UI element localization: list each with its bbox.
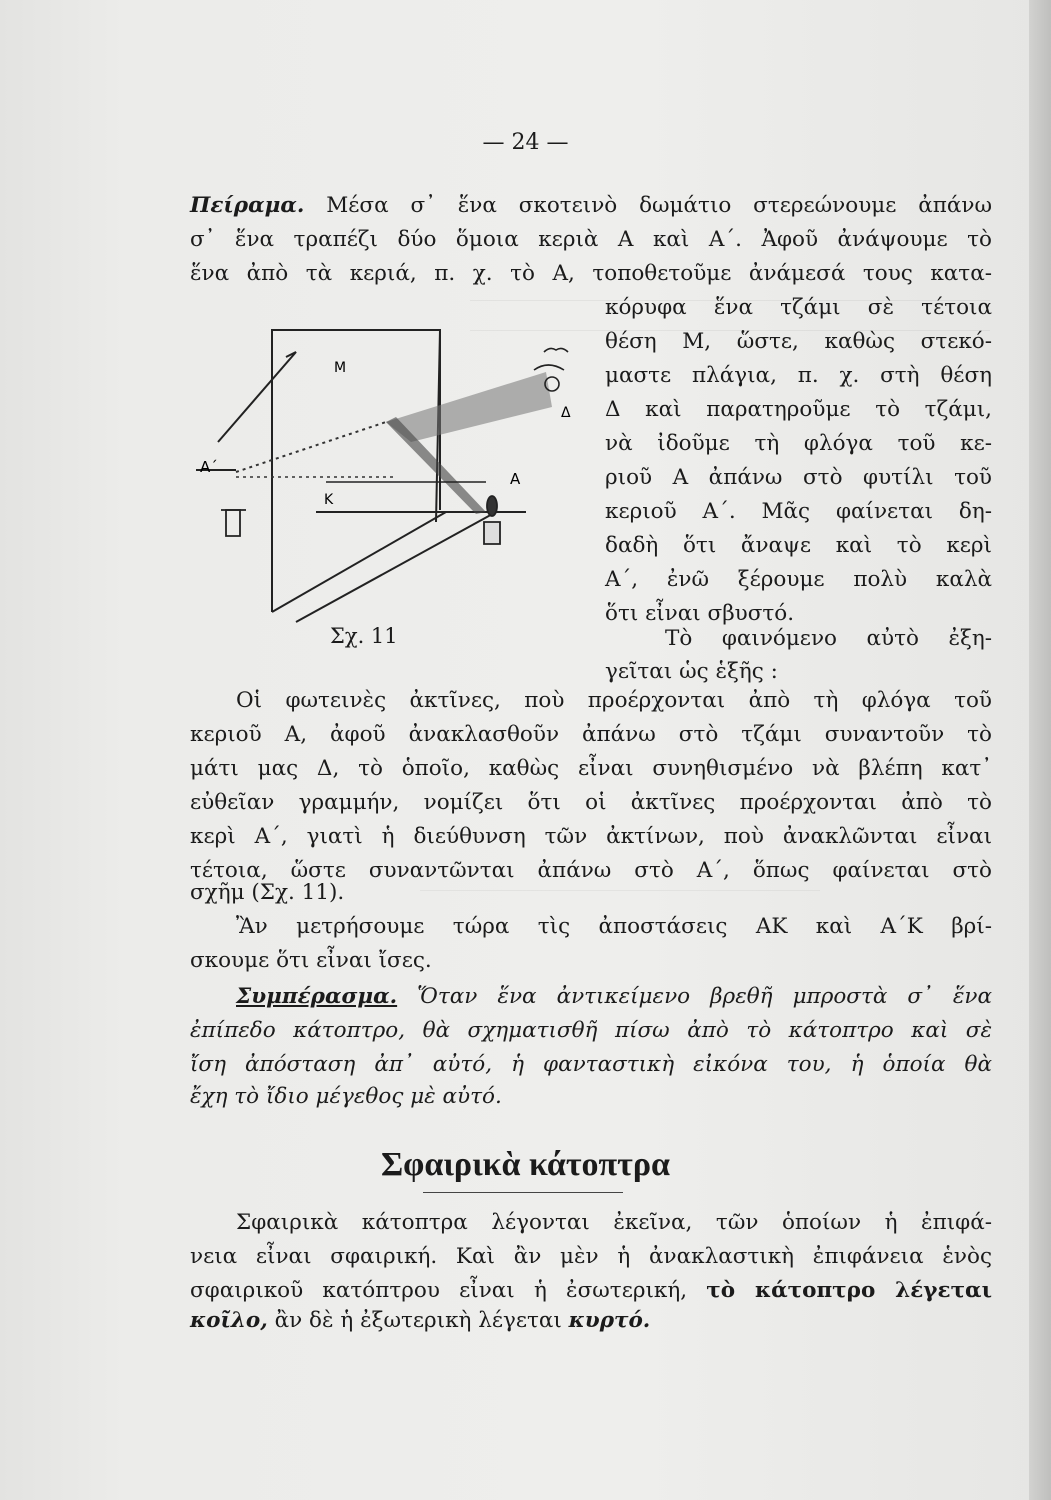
explanation-line: κερὶ Α΄, γιατὶ ἡ διεύθυνση τῶν ἀκτίνων, ποὺ ἀνακλῶνται εἶναι [190, 824, 992, 849]
figure-caption: Σχ. 11 [330, 624, 398, 648]
explanation-line: μάτι μας Δ, τὸ ὁποῖο, καθὼς εἶναι συνηθισμένο νὰ βλέπη κατ᾽ [190, 756, 992, 781]
experiment-line-3: ἕνα ἀπὸ τὰ κεριά, π. χ. τὸ Α, τοποθετοῦμε ἀνάμεσά τους κατα- [190, 261, 992, 286]
side-line: Α΄, ἐνῶ ξέρουμε πολὺ καλὰ [605, 567, 992, 592]
heading-underline [423, 1192, 623, 1193]
measure-line: σκουμε ὅτι εἶναι ἴσες. [190, 948, 432, 973]
side-line: κόρυφα ἕνα τζάμι σὲ τέτοια [605, 295, 992, 320]
side-line: ριοῦ Α ἀπάνω στὸ φυτίλι τοῦ [605, 465, 992, 490]
term-convex: κυρτό. [568, 1308, 651, 1333]
explanation-line: κεριοῦ Α, ἀφοῦ ἀνακλασθοῦν ἀπάνω στὸ τζάμι συναντοῦν τὸ [190, 722, 992, 747]
experiment-line-2: σ᾽ ἕνα τραπέζι δύο ὅμοια κεριὰ Α καὶ Α΄. Ἀφοῦ ἀνάψουμε τὸ [190, 227, 992, 252]
virtual-ray [236, 422, 386, 472]
label-Delta: Δ [561, 405, 571, 421]
explanation-line: Οἱ φωτεινὲς ἀκτῖνες, ποὺ προέρχονται ἀπὸ τὴ φλόγα τοῦ [236, 688, 992, 713]
term-concave: κοῖλο, [190, 1308, 268, 1333]
section-heading: Σφαιρικὰ κάτοπτρα [380, 1146, 671, 1183]
explanation-line: σχῆμ (Σχ. 11). [190, 880, 345, 905]
lit-candle-icon [484, 496, 500, 544]
conclusion-label: Συμπέρασμα. [236, 984, 398, 1009]
side-line: ὅτι εἶναι σβυστό. [605, 601, 795, 626]
experiment-label: Πείραμα. [190, 193, 305, 218]
figure-11-diagram [196, 322, 596, 652]
side-line: θέση Μ, ὥστε, καθὼς στεκό- [605, 329, 992, 354]
label-K: Κ [324, 492, 334, 508]
measure-line: Ἂν μετρήσουμε τώρα τὶς ἀποστάσεις ΑΚ καὶ Α΄Κ βρί- [236, 914, 992, 939]
side-line: κεριοῦ Α΄. Μᾶς φαίνεται δη- [605, 499, 992, 524]
explanation-line: εὐθεῖαν γραμμήν, νομίζει ὅτι οἱ ἀκτῖνες προέρχονται ἀπὸ τὸ [190, 790, 992, 815]
section-line-1: Σφαιρικὰ κάτοπτρα λέγονται ἐκεῖνα, τῶν ὁποίων ἡ ἐπιφά- [236, 1210, 992, 1235]
glass-pane-outline [272, 330, 440, 612]
label-M: Μ [334, 360, 347, 376]
page-number: — 24 — [482, 130, 569, 155]
section-line-3: σφαιρικοῦ κατόπτρου εἶναι ἡ ἐσωτερική, τὸ κάτοπτρο λέγεται [190, 1278, 992, 1303]
explanation-line: τέτοια, ὥστε συναντῶνται ἀπάνω στὸ Α΄, ὅπως φαίνεται στὸ [190, 858, 992, 883]
label-A-prime: Α΄ [200, 458, 218, 476]
side-line: Δ καὶ παρατηροῦμε τὸ τζάμι, [605, 397, 992, 422]
side-line: νὰ ἰδοῦμε τὴ φλόγα τοῦ κε- [605, 431, 992, 456]
label-A: Α [510, 470, 521, 488]
side-line: Τὸ φαινόμενο αὐτὸ ἐξη- [665, 626, 992, 651]
conclusion-line-1: Συμπέρασμα. Ὅταν ἕνα ἀντικείμενο βρεθῆ μπροστὰ σ᾽ ἕνα [236, 984, 992, 1009]
conclusion-line-4: ἔχη τὸ ἴδιο μέγεθος μὲ αὐτό. [190, 1084, 502, 1109]
side-line: δαδὴ ὅτι ἄναψε καὶ τὸ κερὶ [605, 533, 992, 558]
conclusion-line-2: ἐπίπεδο κάτοπτρο, θὰ σχηματισθῆ πίσω ἀπὸ τὸ κάτοπτρο καὶ σὲ [190, 1018, 992, 1043]
unlit-candle-icon [221, 510, 246, 536]
experiment-line-1: Πείραμα. Μέσα σ᾽ ἕνα σκοτεινὸ δωμάτιο στερεώνουμε ἀπάνω [190, 193, 992, 218]
section-line-4: κοῖλο, ἂν δὲ ἡ ἐξωτερικὴ λέγεται κυρτό. [190, 1308, 651, 1333]
side-line: γεῖται ὡς ἑξῆς : [605, 659, 778, 684]
section-line-2: νεια εἶναι σφαιρική. Καὶ ἂν μὲν ἡ ἀνακλαστικὴ ἐπιφάνεια ἑνὸς [190, 1244, 992, 1269]
reflected-beam [386, 372, 552, 442]
side-line: μαστε πλάγια, π. χ. στὴ θέση [605, 363, 992, 388]
conclusion-line-3: ἴση ἀπόσταση ἀπ᾽ αὐτό, ἡ φανταστικὴ εἰκόνα του, ἡ ὁποία θὰ [190, 1052, 992, 1077]
page-edge [1029, 0, 1051, 1500]
